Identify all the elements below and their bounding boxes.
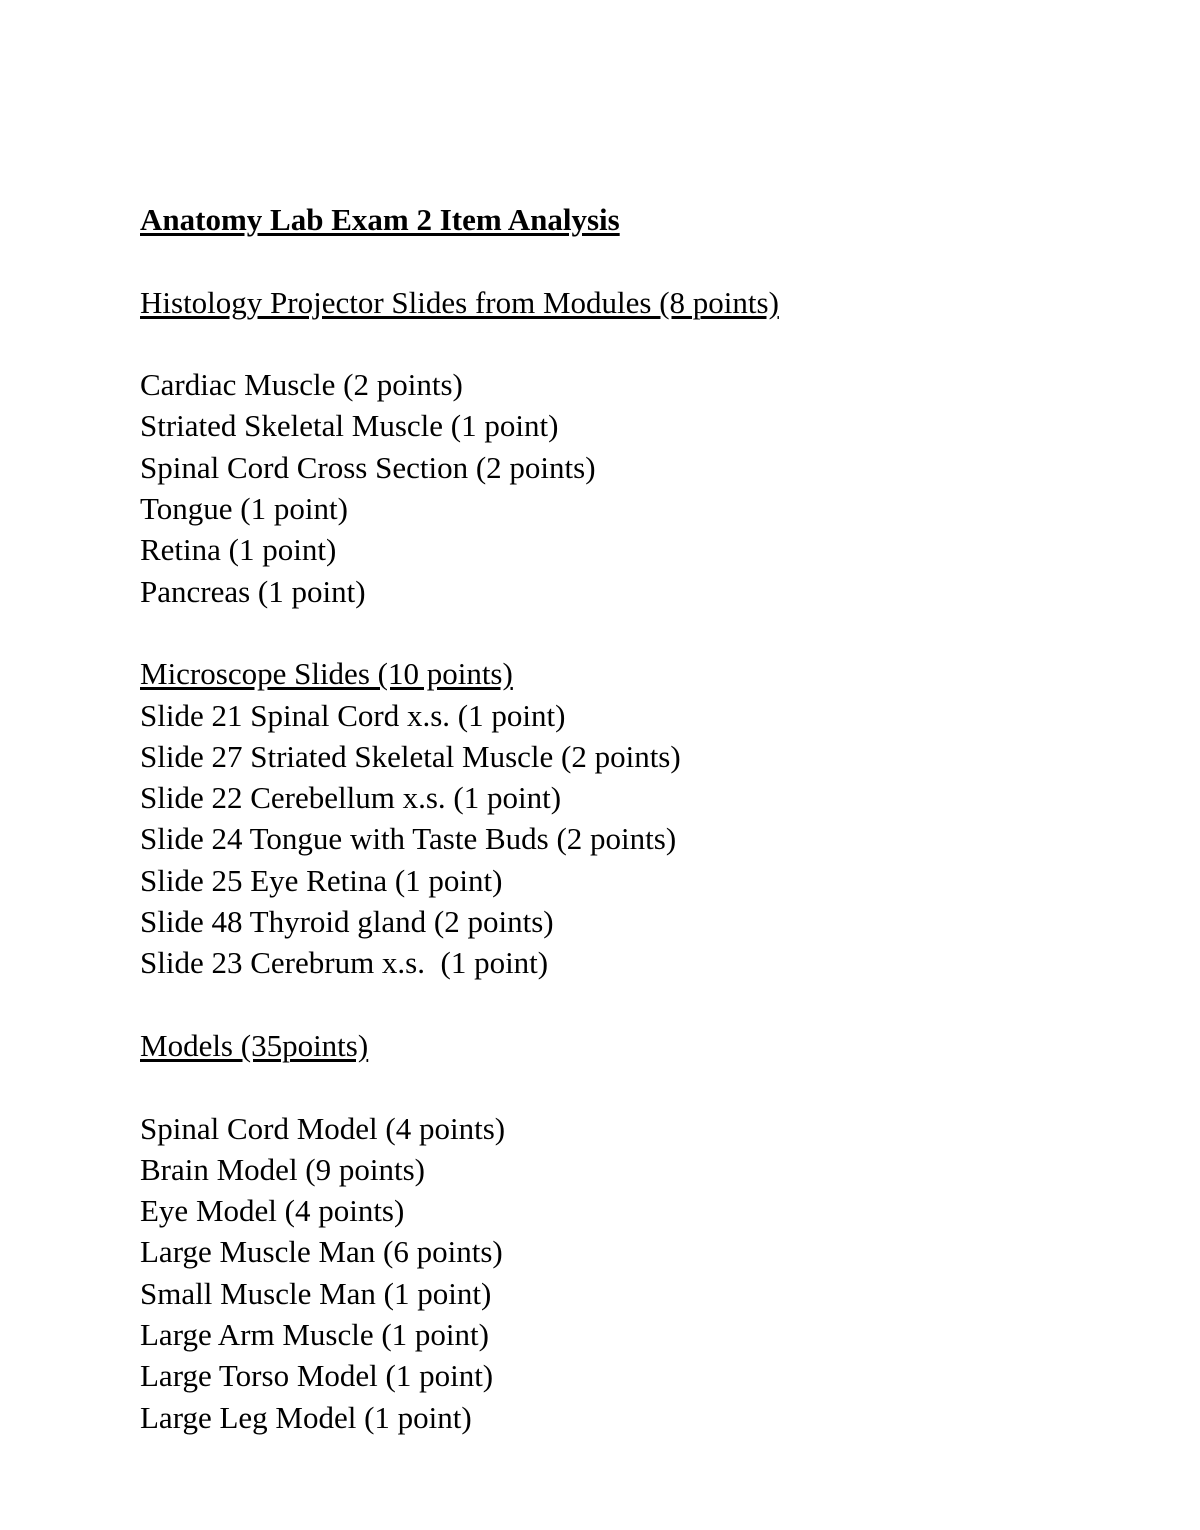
list-item: Large Torso Model (1 point) [140, 1358, 494, 1394]
list-item: Small Muscle Man (1 point) [140, 1275, 492, 1311]
list-item: Slide 21 Spinal Cord x.s. (1 point) [140, 697, 566, 733]
list-item: Spinal Cord Cross Section (2 points) [140, 449, 596, 485]
document-body [140, 199, 779, 1438]
list-item: Cardiac Muscle (2 points) [140, 367, 463, 403]
list-item: Slide 27 Striated Skeletal Muscle (2 points) [140, 738, 681, 774]
list-item: Retina (1 point) [140, 532, 337, 568]
section-heading-microscope: Microscope Slides (10 points) [140, 656, 513, 692]
list-item: Slide 22 Cerebellum x.s. (1 point) [140, 780, 562, 816]
list-item: Large Muscle Man (6 points) [140, 1234, 503, 1270]
list-item: Spinal Cord Model (4 points) [140, 1110, 506, 1146]
list-item: Pancreas (1 point) [140, 573, 366, 609]
document-title: Anatomy Lab Exam 2 Item Analysis [140, 202, 620, 237]
list-item: Eye Model (4 points) [140, 1193, 405, 1229]
list-item: Large Leg Model (1 point) [140, 1399, 472, 1435]
list-item: Tongue (1 point) [140, 491, 348, 527]
list-item: Slide 23 Cerebrum x.s. (1 point) [140, 945, 549, 981]
list-item: Striated Skeletal Muscle (1 point) [140, 408, 559, 444]
list-item: Slide 24 Tongue with Taste Buds (2 points) [140, 821, 677, 857]
list-item: Slide 25 Eye Retina (1 point) [140, 862, 503, 898]
list-item: Slide 48 Thyroid gland (2 points) [140, 904, 554, 940]
section-heading-histology: Histology Projector Slides from Modules (8 points) [140, 284, 779, 320]
list-item: Large Arm Muscle (1 point) [140, 1317, 489, 1353]
section-heading-models: Models (35points) [140, 1027, 369, 1063]
list-item: Brain Model (9 points) [140, 1151, 425, 1187]
